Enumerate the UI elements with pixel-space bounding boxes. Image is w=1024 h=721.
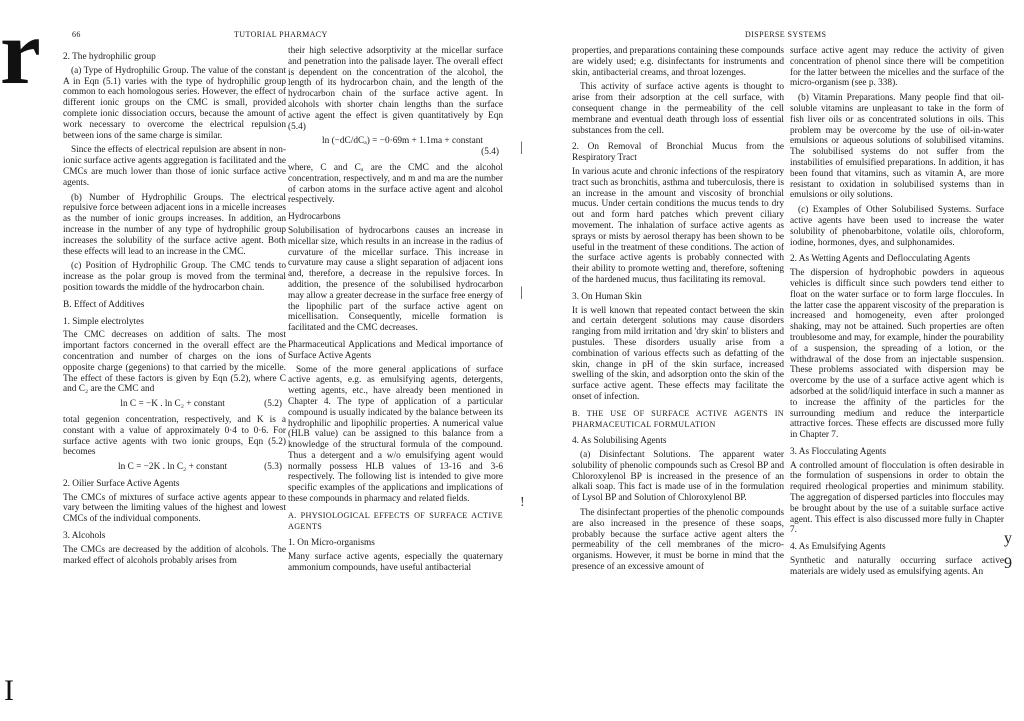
paragraph: This activity of surface active agents is thought to arise from their adsorption at the cell surface, with consequent change in the permeability of the cell membrane and eventual death through loss of essential substances from the cell. bbox=[572, 82, 784, 136]
paragraph: (a) Disinfectant Solutions. The apparent water solubility of phenolic compounds such as Cresol BP and Chloroxylenol BP is increased in the presence of an alkali soap. This fact is made use of in the formulation of Lysol BP and Solution of Chloroxylenol BP. bbox=[572, 450, 784, 504]
paragraph: The CMCs of mixtures of surface active agents appear to vary between the limiting values of the highest and lowest CMCs of the individual components. bbox=[63, 492, 286, 525]
paragraph: properties, and preparations containing these compounds are widely used; e.g. disinfectants for instruments and skin, antibacterial creams, and throat lozenges. bbox=[572, 46, 784, 78]
column-3 bbox=[572, 46, 784, 577]
equation-body: ln C = −2K . ln C₂ + constant bbox=[118, 462, 228, 473]
paragraph: (b) Vitamin Preparations. Many people find that oil-soluble vitamins are unpleasant to take in the form of fish liver oils or as concentrated solutions in oils. This problem may be overcome by the use of oil-in-water emulsions or aqueous solutions of solubilised vitamins. The solubilised systems do not suffer from the instabilities of emulsified preparations. In addition, it has been found that vitamins, such as vitamin A, are more resistant to oxidation in solubilised systems than in emulsions or oily solutions. bbox=[790, 93, 1004, 201]
paragraph: their high selective adsorptivity at the micellar surface and penetration into the palisade layer. The overall effect is dependent on the concentration of the alcohol, the length of its hydrocarbon chain, and the length of the hydrocarbon chain of the surface active agent. In alcohols with shorter chain lengths than the surface active agent the effect is given quantitatively by Eqn (5.4) bbox=[288, 46, 503, 132]
paragraph: Synthetic and naturally occurring surface active materials are widely used as emulsifying agents. An bbox=[790, 556, 1004, 577]
paragraph: The dispersion of hydrophobic powders in aqueous vehicles is difficult since such powders tend either to float on the water surface or to form large floccules. In the latter case the apparent viscosity of the preparation is increased and homogeneity, even after prolonged shaking, may not be attained. Such properties are often troublesome and may, for example, hinder the pourability of a suspension, the spreading of a lotion, or the withdrawal of the dose from an injectable suspension. These problems associated with dispersion may be overcome by the use of a surface active agent which is adsorbed at the solid/liquid interface in such a manner as to increase the affinity of the particles for the surrounding medium and reduce the interparticle attractive forces. These effects are discussed more fully in Chapter 7. bbox=[790, 268, 1004, 441]
page-number: 66 bbox=[72, 30, 81, 39]
paragraph: Many surface active agents, especially the quaternary ammonium compounds, have useful antibacterial bbox=[288, 552, 503, 574]
paragraph: where, C and Cₐ are the CMC and the alcohol concentration, respectively, and m and ma are the number of carbon atoms in the surface active agent and alcohol respectively. bbox=[288, 162, 503, 206]
paragraph: In various acute and chronic infections of the respiratory tract such as bronchitis, asthma and tuberculosis, there is an increase in the amount and viscosity of bronchial mucus. Under certain conditions the mucus tends to dry out and form hard patches which prevent ciliary movement. The inhalation of surface active agents as sprays or mists by aerosol therapy has been shown to be useful in the treatment of these conditions. The action of the surface active agents is probably connected with their ability to promote wetting and, therefore, softening of the hardened mucus, thus facilitating its removal. bbox=[572, 166, 784, 285]
paragraph: The CMCs are decreased by the addition of alcohols. The marked effect of alcohols probably arises from bbox=[63, 544, 286, 566]
subsection-heading: 2. On Removal of Bronchial Mucus from the Respiratory Tract bbox=[572, 142, 784, 164]
paragraph: (a) Type of Hydrophilic Group. The value of the constant A in Eqn (5.1) varies with the type of hydrophilic group common to each homologous series. However, the effect of different ionic groups on the CMC is small, provided complete ionic dissociation occurs, because the amount of work necessary to overcome the electrical repulsion between ions of the same charge is similar. bbox=[63, 65, 286, 141]
paragraph: It is well known that repeated contact between the skin and certain detergent solutions may cause disorders ranging from mild irritation and 'dry skin' to blisters and pustules. These disorders usually arise from a combination of various effects such as defatting of the skin, change in pH of the skin surface, increased swelling of the skin, and adsorption onto the skin of the surface active agent. These effects may facilitate the onset of infection. bbox=[572, 305, 784, 402]
edge-mark: 9 bbox=[1004, 555, 1012, 572]
section-heading: Pharmaceutical Applications and Medical importance of Surface Active Agents bbox=[288, 339, 503, 361]
column-1 bbox=[63, 46, 286, 570]
section-heading: B. Effect of Additives bbox=[63, 299, 145, 310]
gutter-mark: | bbox=[520, 140, 523, 155]
gutter-mark: ! bbox=[520, 495, 525, 510]
paragraph: surface active agent may reduce the activity of given concentration of phenol since there will be competition for the latter between the micelles and the surface of the micro-organism (see p. 338). bbox=[790, 46, 1004, 89]
section-heading: 2. The hydrophilic group bbox=[63, 52, 156, 62]
paragraph: (b) Number of Hydrophilic Groups. The electrical repulsive force between adjacent ions in a micelle increases as the number of ionic groups increases. In addition, an increase in the number of any type of hydrophilic group increases the solubility of the surface active agent. Both these effects will lead to an increase in the CMC. bbox=[63, 192, 286, 257]
paragraph: A controlled amount of flocculation is often desirable in the formulation of suspensions in order to obtain the required rheological properties and minimum stability. The aggregation of dispersed particles into floccules may be brought about by the use of a suitable surface active agent. This effect is also discussed more fully in Chapter 7. bbox=[790, 460, 1004, 536]
equation-number: (5.4) bbox=[481, 147, 499, 158]
paragraph: The disinfectant properties of the phenolic compounds are also increased in the presence of these soaps, probably because the surface active agent alters the permeability of the cell membranes of the micro-organisms. However, it must be borne in mind that the presence of an excessive amount of bbox=[572, 508, 784, 573]
subsection-heading: 1. Simple electrolytes bbox=[63, 316, 144, 327]
equation-body: ln (−dC/dCₐ) = −0·69m + 1.1ma + constant bbox=[322, 136, 483, 147]
subsection-heading: 3. Alcohols bbox=[63, 531, 106, 542]
column-4 bbox=[790, 46, 1004, 582]
edge-mark: y bbox=[1004, 530, 1012, 547]
equation-5-2 bbox=[63, 399, 286, 410]
bleed-glyph-r: r bbox=[0, 1, 41, 103]
running-title-right: DISPERSE SYSTEMS bbox=[745, 30, 827, 39]
subsection-heading: 3. As Flocculating Agents bbox=[790, 446, 887, 457]
left-page bbox=[63, 46, 503, 706]
subsection-heading: 4. As Solubilising Agents bbox=[572, 436, 667, 447]
equation-number: (5.2) bbox=[264, 399, 282, 410]
gutter-mark: | bbox=[520, 285, 523, 300]
paragraph: total gegenion concentration, respectively, and K is a constant with a value of approximately 0·4 to 0·6. For surface active agents with two ionic groups, Eqn (5.2) becomes bbox=[63, 414, 286, 458]
right-page bbox=[572, 46, 1012, 706]
running-title-left: TUTORIAL PHARMACY bbox=[234, 30, 328, 39]
subsection-heading: 4. As Emulsifying Agents bbox=[790, 542, 886, 553]
subsection-heading: 1. On Micro-organisms bbox=[288, 538, 375, 549]
equation-5-3 bbox=[63, 462, 286, 473]
bleed-glyph-i: I bbox=[4, 674, 14, 707]
paragraph: Some of the more general applications of surface active agents, e.g. as emulsifying agents, detergents, wetting agents, etc., have already been mentioned in Chapter 4. The type of application of a particular compound is usually indicated by the balance between its hydrophilic and lipophilic properties. A numerical value (HLB value) can be assigned to this balance from a knowledge of the structural formula of the compound. Thus a detergent and a w/o emulsifying agent would normally possess HLB values of 13-16 and 3-6 respectively. The following list is intended to give more specific examples of the applications and implications of these compounds in pharmacy and related fields. bbox=[288, 364, 503, 505]
subsection-heading: 3. On Human Skin bbox=[572, 291, 642, 302]
subsection-heading: Hydrocarbons bbox=[288, 212, 341, 223]
subsection-heading: 2. As Wetting Agents and Deflocculating Agents bbox=[790, 254, 971, 265]
equation-number: (5.3) bbox=[264, 462, 282, 473]
paragraph: (c) Position of Hydrophilic Group. The CMC tends to increase as the polar group is moved from the terminal position towards the middle of the hydrocarbon chain. bbox=[63, 261, 286, 293]
section-heading: A. PHYSIOLOGICAL EFFECTS OF SURFACE ACTIVE AGENTS bbox=[288, 510, 503, 531]
subsection-heading: 2. Oilier Surface Active Agents bbox=[63, 478, 180, 489]
equation-body: ln C = −K . ln C₂ + constant bbox=[120, 399, 225, 410]
paragraph: Solubilisation of hydrocarbons causes an increase in micellar size, which results in an increase in the radius of curvature of the micellar surface. This increase in curvature may cause a slight separation of adjacent ions and, therefore, a decrease in the repulsive forces. In addition, the presence of the solubilised hydrocarbon may allow a greater decrease in the surface free energy of the lipophilic part of the surface active agent on micellisation. Consequently, micelle formation is facilitated and the CMC decreases. bbox=[288, 225, 503, 334]
column-2 bbox=[288, 46, 503, 578]
section-heading: B. THE USE OF SURFACE ACTIVE AGENTS IN PHARMACEUTICAL FORMULATION bbox=[572, 408, 784, 429]
paragraph: Since the effects of electrical repulsion are absent in non-ionic surface active agents aggregation is facilitated and the CMCs are much lower than those of ionic surface active agents. bbox=[63, 145, 286, 188]
paragraph: The CMC decreases on addition of salts. The most important factors concerned in the overall effect are the concentration and number of charges on the ions of opposite charge (gegenions) to that carried by the micelle. The effect of these factors is given by Eqn (5.2), where C and C₂ are the CMC and bbox=[63, 330, 286, 395]
paragraph: (c) Examples of Other Solubilised Systems. Surface active agents have been used to increase the water solubility of phenobarbitone, volatile oils, chloroform, iodine, hormones, dyes, and sulphonamides. bbox=[790, 205, 1004, 248]
equation-5-4 bbox=[288, 136, 503, 158]
